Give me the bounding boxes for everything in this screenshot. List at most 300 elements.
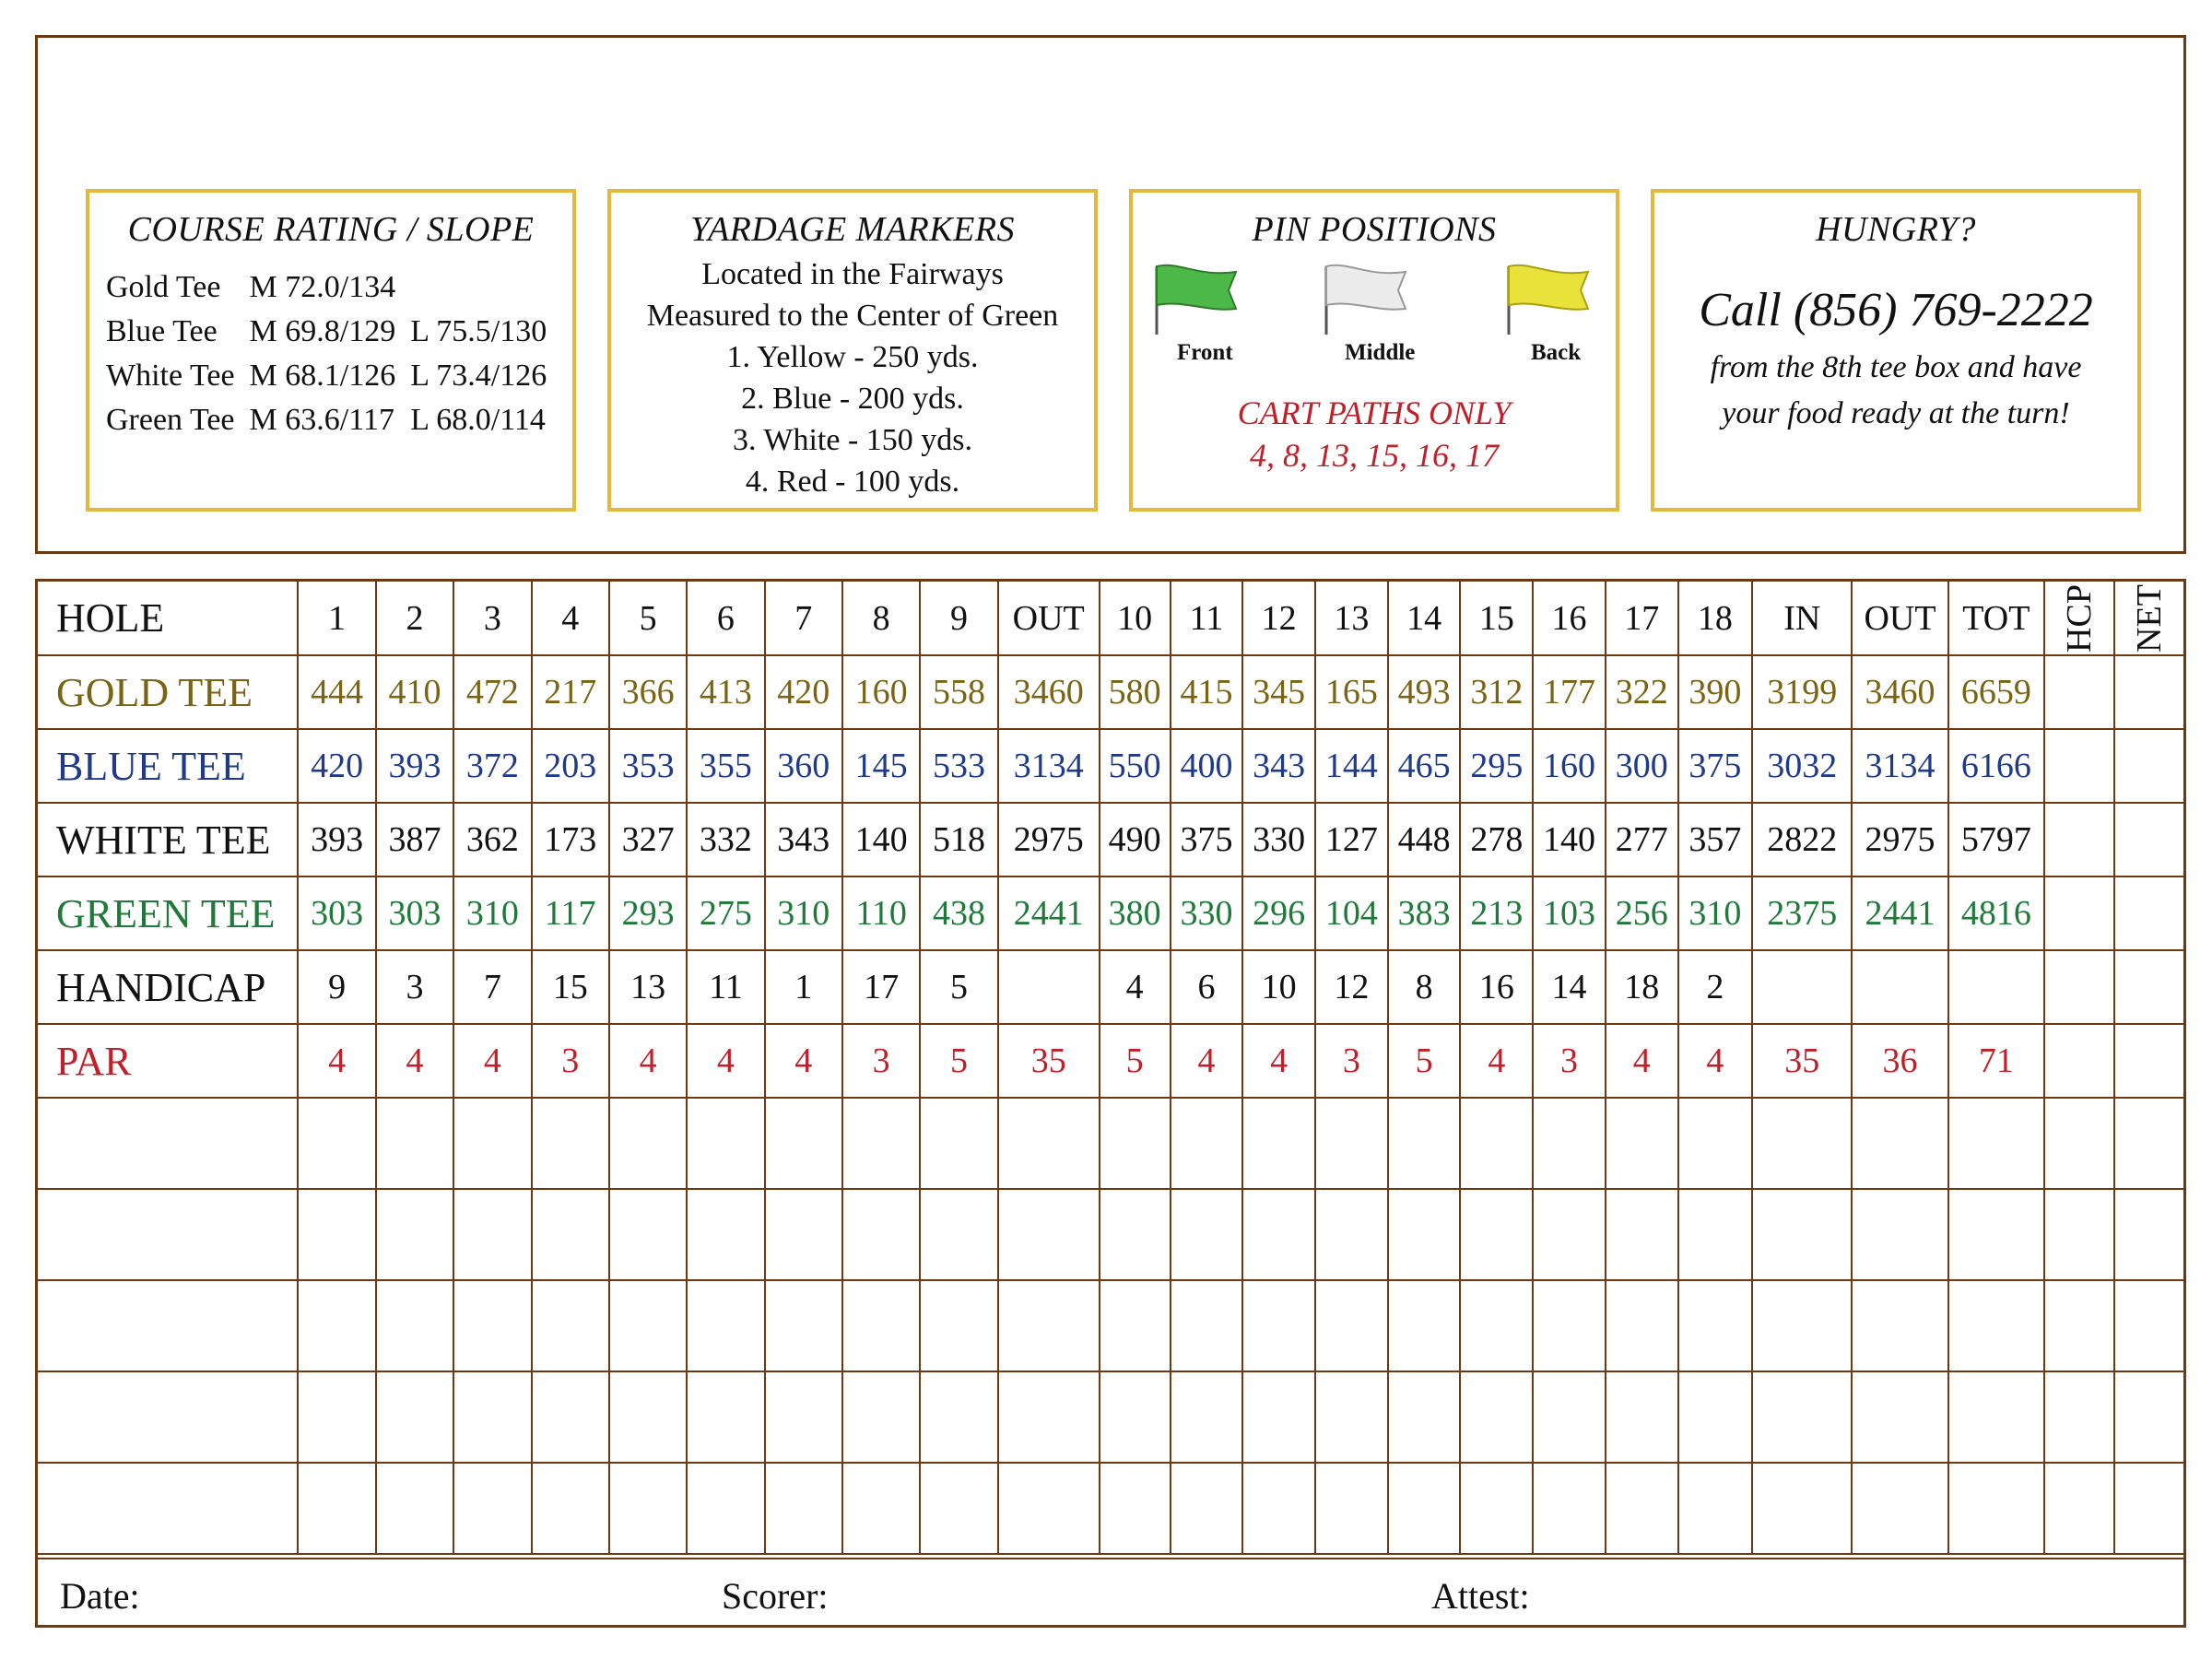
- score-entry-cell[interactable]: [1852, 1371, 1947, 1463]
- score-entry-cell[interactable]: [532, 1098, 609, 1189]
- handicap-row-label: HANDICAP: [38, 950, 298, 1024]
- score-entry-cell[interactable]: [998, 1098, 1100, 1189]
- gold-tee-row: [38, 655, 2183, 729]
- par-row-cell: 4: [1171, 1024, 1243, 1098]
- score-entry-cell[interactable]: [1606, 1280, 1678, 1371]
- score-entry-cell[interactable]: [609, 1371, 687, 1463]
- score-entry-cell[interactable]: [842, 1463, 920, 1554]
- green-tee-row-cell: 303: [376, 877, 453, 950]
- score-entry-cell[interactable]: [1388, 1189, 1461, 1280]
- player-name-cell[interactable]: [38, 1463, 298, 1554]
- score-entry-cell[interactable]: [1678, 1189, 1753, 1280]
- score-entry-cell[interactable]: [1388, 1371, 1461, 1463]
- white-tee-row-cell: 277: [1606, 803, 1678, 877]
- course-rating-box: [86, 189, 576, 512]
- hole-row-label: HOLE: [38, 582, 298, 655]
- rating-row: [106, 311, 559, 353]
- blue-tee-row-cell: 3134: [998, 729, 1100, 803]
- green-tee-row-cell: 110: [842, 877, 920, 950]
- hole-row-cell: 17: [1606, 582, 1678, 655]
- score-entry-cell[interactable]: [298, 1189, 375, 1280]
- score-entry-cell[interactable]: [1171, 1280, 1243, 1371]
- score-entry-cell[interactable]: [1948, 1098, 2044, 1189]
- white-tee-row-cell: 357: [1678, 803, 1753, 877]
- white-tee-row-cell: [2114, 803, 2183, 877]
- score-entry-cell[interactable]: [998, 1463, 1100, 1554]
- score-entry-cell[interactable]: [842, 1189, 920, 1280]
- blue-tee-row-cell: 3032: [1752, 729, 1852, 803]
- score-entry-cell[interactable]: [298, 1463, 375, 1554]
- middle-flag-icon: [1321, 263, 1441, 365]
- score-entry-cell[interactable]: [1606, 1371, 1678, 1463]
- green-tee-row-cell: 380: [1100, 877, 1171, 950]
- white-tee-row-cell: 330: [1242, 803, 1315, 877]
- handicap-row-cell: 17: [842, 950, 920, 1024]
- green-tee-row-cell: [2114, 877, 2183, 950]
- cart-paths-title: CART PATHS ONLY: [1237, 394, 1512, 431]
- par-row-cell: [2114, 1024, 2183, 1098]
- player-score-row[interactable]: [38, 1371, 2183, 1463]
- blue-tee-row-cell: 420: [298, 729, 375, 803]
- gold-tee-row-cell: 3199: [1752, 655, 1852, 729]
- yardage-line: 4. Red - 100 yds.: [745, 465, 960, 499]
- handicap-row-cell: 11: [687, 950, 764, 1024]
- blue-tee-row-cell: 343: [1242, 729, 1315, 803]
- men-rating: M 69.8/129: [249, 314, 396, 348]
- white-tee-row: [38, 803, 2183, 877]
- score-entry-cell[interactable]: [687, 1371, 764, 1463]
- score-entry-cell[interactable]: [609, 1098, 687, 1189]
- player-name-cell[interactable]: [38, 1098, 298, 1189]
- par-row-cell: 4: [1460, 1024, 1533, 1098]
- green-tee-row-cell: 438: [920, 877, 997, 950]
- handicap-row-cell: 8: [1388, 950, 1461, 1024]
- green-tee-row-cell: 330: [1171, 877, 1243, 950]
- blue-tee-row-cell: 375: [1678, 729, 1753, 803]
- blue-tee-row-cell: 3134: [1852, 729, 1947, 803]
- score-entry-cell[interactable]: [1533, 1280, 1606, 1371]
- score-entry-cell[interactable]: [998, 1280, 1100, 1371]
- hole-row-cell: 6: [687, 582, 764, 655]
- back-flag-icon: [1503, 263, 1623, 365]
- hole-row-cell: 15: [1460, 582, 1533, 655]
- score-entry-cell[interactable]: [1948, 1371, 2044, 1463]
- green-tee-row-cell: 293: [609, 877, 687, 950]
- score-entry-cell[interactable]: [376, 1189, 453, 1280]
- blue-tee-row-cell: 355: [687, 729, 764, 803]
- scorecard-panel: [35, 579, 2186, 1628]
- handicap-row-cell: 9: [298, 950, 375, 1024]
- score-entry-cell[interactable]: [2114, 1098, 2183, 1189]
- white-tee-row-cell: 140: [842, 803, 920, 877]
- gold-tee-row-cell: 366: [609, 655, 687, 729]
- tee-name: Gold Tee: [106, 270, 221, 304]
- score-entry-cell[interactable]: [920, 1098, 997, 1189]
- score-entry-cell[interactable]: [1852, 1463, 1947, 1554]
- hole-row: [38, 582, 2183, 655]
- par-row-cell: 35: [998, 1024, 1100, 1098]
- score-entry-cell[interactable]: [1100, 1280, 1171, 1371]
- gold-tee-row-cell: 345: [1242, 655, 1315, 729]
- score-entry-cell[interactable]: [2114, 1189, 2183, 1280]
- middle-label: Middle: [1345, 340, 1416, 365]
- score-entry-cell[interactable]: [1606, 1463, 1678, 1554]
- score-entry-cell[interactable]: [1315, 1463, 1388, 1554]
- handicap-row-cell: [2044, 950, 2114, 1024]
- green-tee-row-cell: 2441: [998, 877, 1100, 950]
- player-score-row[interactable]: [38, 1463, 2183, 1554]
- blue-tee-row-cell: [2114, 729, 2183, 803]
- score-entry-cell[interactable]: [1242, 1098, 1315, 1189]
- green-tee-row-cell: 383: [1388, 877, 1461, 950]
- white-tee-row-cell: 490: [1100, 803, 1171, 877]
- yardage-line: 1. Yellow - 250 yds.: [726, 340, 979, 374]
- handicap-row-cell: 1: [765, 950, 842, 1024]
- score-entry-cell[interactable]: [1460, 1463, 1533, 1554]
- handicap-row-cell: [1852, 950, 1947, 1024]
- score-entry-cell[interactable]: [1752, 1098, 1852, 1189]
- score-entry-cell[interactable]: [765, 1189, 842, 1280]
- hole-row-cell: IN: [1752, 582, 1852, 655]
- men-rating: M 68.1/126: [249, 359, 396, 393]
- white-tee-row-cell: 5797: [1948, 803, 2044, 877]
- score-entry-cell[interactable]: [1100, 1098, 1171, 1189]
- score-entry-cell[interactable]: [2044, 1098, 2114, 1189]
- blue-tee-row: [38, 729, 2183, 803]
- gold-tee-row-cell: 312: [1460, 655, 1533, 729]
- par-row-cell: 71: [1948, 1024, 2044, 1098]
- score-entry-cell[interactable]: [1678, 1463, 1753, 1554]
- green-tee-row-cell: 310: [453, 877, 531, 950]
- par-row-cell: 3: [842, 1024, 920, 1098]
- par-row-cell: 3: [532, 1024, 609, 1098]
- phone-number: Call (856) 769-2222: [1699, 284, 2093, 336]
- hole-row-cell: [2114, 582, 2183, 655]
- hole-row-cell: 14: [1388, 582, 1461, 655]
- hungry-line-2: your food ready at the turn!: [1722, 396, 2070, 430]
- green-tee-row-cell: 103: [1533, 877, 1606, 950]
- white-tee-row-cell: 375: [1171, 803, 1243, 877]
- handicap-row-cell: 4: [1100, 950, 1171, 1024]
- score-entry-cell[interactable]: [1852, 1189, 1947, 1280]
- score-entry-cell[interactable]: [1852, 1098, 1947, 1189]
- white-tee-row-cell: 393: [298, 803, 375, 877]
- score-entry-cell[interactable]: [609, 1280, 687, 1371]
- score-entry-cell[interactable]: [765, 1371, 842, 1463]
- score-entry-cell[interactable]: [765, 1280, 842, 1371]
- score-entry-cell[interactable]: [1242, 1371, 1315, 1463]
- score-entry-cell[interactable]: [1242, 1463, 1315, 1554]
- score-entry-cell[interactable]: [765, 1098, 842, 1189]
- score-entry-cell[interactable]: [1242, 1189, 1315, 1280]
- par-row-cell: 4: [1678, 1024, 1753, 1098]
- score-entry-cell[interactable]: [1171, 1371, 1243, 1463]
- handicap-row: [38, 950, 2183, 1024]
- rating-row: [106, 266, 559, 309]
- hole-row-cell: 13: [1315, 582, 1388, 655]
- tee-name: Blue Tee: [106, 314, 218, 348]
- scorecard-table: [38, 582, 2183, 1555]
- player-score-row[interactable]: [38, 1098, 2183, 1189]
- white-tee-row-cell: [2044, 803, 2114, 877]
- score-entry-cell[interactable]: [1460, 1280, 1533, 1371]
- white-tee-row-cell: 518: [920, 803, 997, 877]
- score-entry-cell[interactable]: [1315, 1189, 1388, 1280]
- score-entry-cell[interactable]: [376, 1098, 453, 1189]
- ladies-rating: [410, 266, 559, 309]
- gold-tee-row-label: GOLD TEE: [38, 655, 298, 729]
- hole-row-cell: 7: [765, 582, 842, 655]
- par-row-cell: 4: [1606, 1024, 1678, 1098]
- blue-tee-row-cell: 400: [1171, 729, 1243, 803]
- handicap-row-cell: 16: [1460, 950, 1533, 1024]
- hole-row-cell: 1: [298, 582, 375, 655]
- handicap-row-cell: [1752, 950, 1852, 1024]
- score-entry-cell[interactable]: [1388, 1280, 1461, 1371]
- score-entry-cell[interactable]: [920, 1280, 997, 1371]
- hole-row-cell: 16: [1533, 582, 1606, 655]
- score-entry-cell[interactable]: [1533, 1463, 1606, 1554]
- score-entry-cell[interactable]: [1948, 1189, 2044, 1280]
- score-entry-cell[interactable]: [453, 1463, 531, 1554]
- green-tee-row-cell: 310: [1678, 877, 1753, 950]
- score-entry-cell[interactable]: [998, 1189, 1100, 1280]
- score-entry-cell[interactable]: [687, 1189, 764, 1280]
- blue-tee-row-cell: 295: [1460, 729, 1533, 803]
- score-entry-cell[interactable]: [376, 1280, 453, 1371]
- handicap-row-cell: 14: [1533, 950, 1606, 1024]
- score-entry-cell[interactable]: [2044, 1371, 2114, 1463]
- score-entry-cell[interactable]: [2044, 1463, 2114, 1554]
- gold-tee-row-cell: 177: [1533, 655, 1606, 729]
- white-tee-row-cell: 343: [765, 803, 842, 877]
- score-entry-cell[interactable]: [2114, 1280, 2183, 1371]
- blue-tee-row-cell: 372: [453, 729, 531, 803]
- score-entry-cell[interactable]: [1171, 1098, 1243, 1189]
- player-name-cell[interactable]: [38, 1189, 298, 1280]
- rating-row: [106, 355, 559, 397]
- course-rating-table: [104, 265, 561, 443]
- score-entry-cell[interactable]: [842, 1098, 920, 1189]
- blue-tee-row-cell: [2044, 729, 2114, 803]
- score-entry-cell[interactable]: [1533, 1371, 1606, 1463]
- score-entry-cell[interactable]: [920, 1463, 997, 1554]
- player-score-row[interactable]: [38, 1280, 2183, 1371]
- score-entry-cell[interactable]: [453, 1189, 531, 1280]
- score-entry-cell[interactable]: [920, 1189, 997, 1280]
- score-entry-cell[interactable]: [298, 1371, 375, 1463]
- gold-tee-row-cell: 390: [1678, 655, 1753, 729]
- hole-row-cell: 8: [842, 582, 920, 655]
- scorer-label: Scorer:: [722, 1575, 829, 1617]
- gold-tee-row-cell: 410: [376, 655, 453, 729]
- hungry-box: [1651, 189, 2141, 512]
- score-entry-cell[interactable]: [453, 1371, 531, 1463]
- signature-footer: [38, 1558, 2183, 1630]
- score-entry-cell[interactable]: [1460, 1371, 1533, 1463]
- gold-tee-row-cell: 160: [842, 655, 920, 729]
- score-entry-cell[interactable]: [765, 1463, 842, 1554]
- score-entry-cell[interactable]: [1100, 1371, 1171, 1463]
- score-entry-cell[interactable]: [532, 1189, 609, 1280]
- vertical-header-label: NET: [2129, 583, 2169, 653]
- green-tee-row-cell: 2441: [1852, 877, 1947, 950]
- green-tee-row-cell: 104: [1315, 877, 1388, 950]
- white-tee-row-cell: 127: [1315, 803, 1388, 877]
- score-entry-cell[interactable]: [1388, 1463, 1461, 1554]
- par-row-cell: 3: [1533, 1024, 1606, 1098]
- score-entry-cell[interactable]: [1533, 1189, 1606, 1280]
- par-row-cell: 36: [1852, 1024, 1947, 1098]
- score-entry-cell[interactable]: [376, 1463, 453, 1554]
- blue-tee-row-cell: 145: [842, 729, 920, 803]
- score-entry-cell[interactable]: [1171, 1463, 1243, 1554]
- course-rating-title: COURSE RATING / SLOPE: [127, 210, 535, 249]
- par-row: [38, 1024, 2183, 1098]
- score-entry-cell[interactable]: [376, 1371, 453, 1463]
- handicap-row-cell: 5: [920, 950, 997, 1024]
- green-tee-row-cell: 4816: [1948, 877, 2044, 950]
- green-tee-row-cell: 256: [1606, 877, 1678, 950]
- blue-tee-row-cell: 144: [1315, 729, 1388, 803]
- front-label: Front: [1177, 340, 1233, 365]
- gold-tee-row-cell: 3460: [1852, 655, 1947, 729]
- score-entry-cell[interactable]: [2044, 1189, 2114, 1280]
- par-row-cell: 4: [687, 1024, 764, 1098]
- score-entry-cell[interactable]: [532, 1280, 609, 1371]
- white-tee-row-cell: 362: [453, 803, 531, 877]
- score-entry-cell[interactable]: [609, 1463, 687, 1554]
- score-entry-cell[interactable]: [1100, 1189, 1171, 1280]
- score-entry-cell[interactable]: [2114, 1371, 2183, 1463]
- blue-tee-row-cell: 203: [532, 729, 609, 803]
- gold-tee-row-cell: 3460: [998, 655, 1100, 729]
- score-entry-cell[interactable]: [1678, 1371, 1753, 1463]
- green-tee-row-cell: 275: [687, 877, 764, 950]
- score-entry-cell[interactable]: [1315, 1280, 1388, 1371]
- score-entry-cell[interactable]: [1678, 1098, 1753, 1189]
- handicap-row-cell: 12: [1315, 950, 1388, 1024]
- green-tee-row-cell: 310: [765, 877, 842, 950]
- handicap-row-cell: 2: [1678, 950, 1753, 1024]
- score-entry-cell[interactable]: [1315, 1098, 1388, 1189]
- score-entry-cell[interactable]: [1315, 1371, 1388, 1463]
- cart-paths-holes: 4, 8, 13, 15, 16, 17: [1250, 437, 1499, 474]
- par-row-label: PAR: [38, 1024, 298, 1098]
- score-entry-cell[interactable]: [1533, 1098, 1606, 1189]
- score-entry-cell[interactable]: [1752, 1371, 1852, 1463]
- blue-tee-row-cell: 465: [1388, 729, 1461, 803]
- par-row-cell: 3: [1315, 1024, 1388, 1098]
- green-tee-row-label: GREEN TEE: [38, 877, 298, 950]
- blue-tee-row-cell: 353: [609, 729, 687, 803]
- score-entry-cell[interactable]: [1948, 1463, 2044, 1554]
- score-entry-cell[interactable]: [1678, 1280, 1753, 1371]
- score-entry-cell[interactable]: [532, 1371, 609, 1463]
- gold-tee-row-cell: 420: [765, 655, 842, 729]
- handicap-row-cell: 10: [1242, 950, 1315, 1024]
- player-score-row[interactable]: [38, 1189, 2183, 1280]
- white-tee-row-cell: 278: [1460, 803, 1533, 877]
- score-entry-cell[interactable]: [842, 1280, 920, 1371]
- white-tee-row-label: WHITE TEE: [38, 803, 298, 877]
- yardage-markers-box: [607, 189, 1098, 512]
- blue-tee-row-cell: 300: [1606, 729, 1678, 803]
- score-entry-cell[interactable]: [609, 1189, 687, 1280]
- score-entry-cell[interactable]: [687, 1463, 764, 1554]
- attest-label: Attest:: [1431, 1575, 1530, 1617]
- men-rating: M 72.0/134: [249, 270, 396, 304]
- score-entry-cell[interactable]: [1948, 1280, 2044, 1371]
- score-entry-cell[interactable]: [532, 1463, 609, 1554]
- score-entry-cell[interactable]: [1242, 1280, 1315, 1371]
- green-tee-row-cell: 2375: [1752, 877, 1852, 950]
- par-row-cell: 4: [1242, 1024, 1315, 1098]
- score-entry-cell[interactable]: [2044, 1280, 2114, 1371]
- green-tee-row-cell: [2044, 877, 2114, 950]
- front-flag-icon: [1151, 263, 1271, 365]
- hungry-title: HUNGRY?: [1816, 210, 1976, 249]
- gold-tee-row-cell: 322: [1606, 655, 1678, 729]
- pin-flags: [1133, 255, 1616, 394]
- hole-row-cell: 3: [453, 582, 531, 655]
- score-entry-cell[interactable]: [687, 1280, 764, 1371]
- blue-tee-row-label: BLUE TEE: [38, 729, 298, 803]
- score-entry-cell[interactable]: [298, 1280, 375, 1371]
- gold-tee-row-cell: 165: [1315, 655, 1388, 729]
- men-rating: M 63.6/117: [249, 403, 394, 437]
- score-entry-cell[interactable]: [1460, 1189, 1533, 1280]
- score-entry-cell[interactable]: [998, 1371, 1100, 1463]
- score-entry-cell[interactable]: [842, 1371, 920, 1463]
- score-entry-cell[interactable]: [1752, 1463, 1852, 1554]
- score-entry-cell[interactable]: [1460, 1098, 1533, 1189]
- score-entry-cell[interactable]: [1606, 1189, 1678, 1280]
- hole-row-cell: 10: [1100, 582, 1171, 655]
- score-entry-cell[interactable]: [1100, 1463, 1171, 1554]
- score-entry-cell[interactable]: [1852, 1280, 1947, 1371]
- score-entry-cell[interactable]: [453, 1280, 531, 1371]
- score-entry-cell[interactable]: [1388, 1098, 1461, 1189]
- back-label: Back: [1531, 340, 1582, 365]
- yardage-line: Measured to the Center of Green: [646, 299, 1059, 333]
- score-entry-cell[interactable]: [298, 1098, 375, 1189]
- white-tee-row-cell: 140: [1533, 803, 1606, 877]
- score-entry-cell[interactable]: [2114, 1463, 2183, 1554]
- score-entry-cell[interactable]: [453, 1098, 531, 1189]
- gold-tee-row-cell: [2114, 655, 2183, 729]
- white-tee-row-cell: 387: [376, 803, 453, 877]
- score-entry-cell[interactable]: [687, 1098, 764, 1189]
- white-tee-row-cell: 2975: [998, 803, 1100, 877]
- date-label: Date:: [60, 1575, 140, 1617]
- gold-tee-row-cell: 415: [1171, 655, 1243, 729]
- score-entry-cell[interactable]: [1606, 1098, 1678, 1189]
- gold-tee-row-cell: 558: [920, 655, 997, 729]
- green-tee-row-cell: 303: [298, 877, 375, 950]
- hole-row-cell: OUT: [1852, 582, 1947, 655]
- score-entry-cell[interactable]: [1752, 1280, 1852, 1371]
- score-entry-cell[interactable]: [1171, 1189, 1243, 1280]
- par-row-cell: 5: [1388, 1024, 1461, 1098]
- ladies-rating: L 73.4/126: [410, 359, 547, 393]
- white-tee-row-cell: 332: [687, 803, 764, 877]
- player-name-cell[interactable]: [38, 1371, 298, 1463]
- score-entry-cell[interactable]: [920, 1371, 997, 1463]
- blue-tee-row-cell: 393: [376, 729, 453, 803]
- score-entry-cell[interactable]: [1752, 1189, 1852, 1280]
- player-name-cell[interactable]: [38, 1280, 298, 1371]
